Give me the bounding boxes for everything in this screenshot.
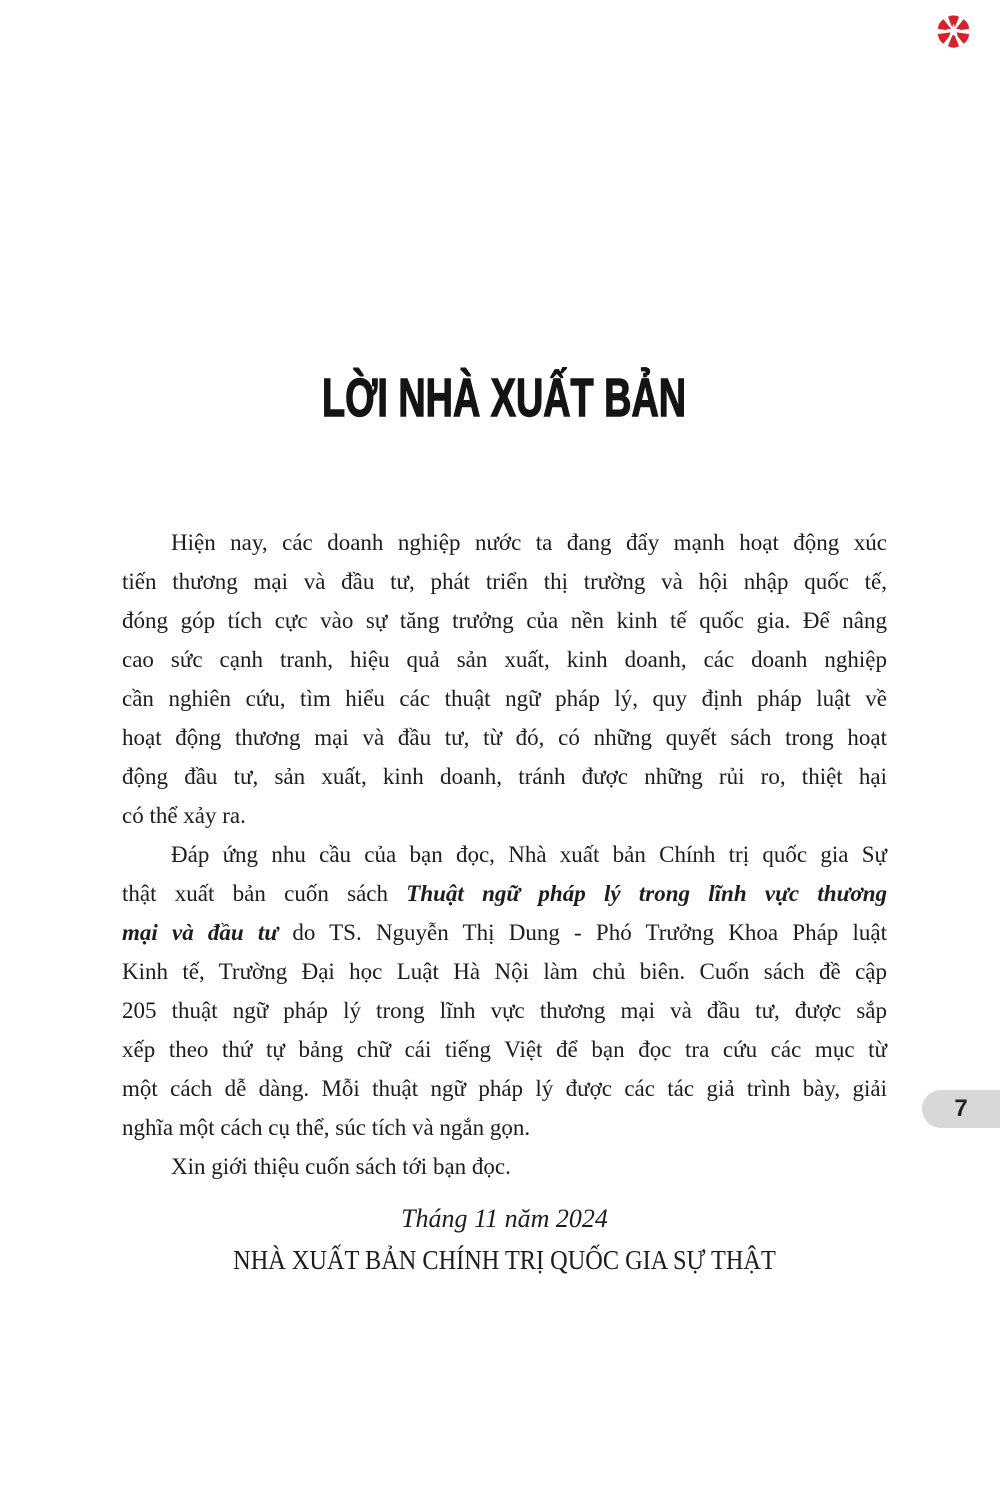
text-line: hoạt động thương mại và đầu tư, từ đó, có những quyết sách trong hoạt [122, 725, 887, 750]
publisher-name [122, 1244, 887, 1276]
page-title [122, 368, 887, 428]
text-line: Xin giới thiệu cuốn sách tới bạn đọc. [171, 1154, 511, 1179]
book-title-emphasis: mại và đầu tư [122, 920, 279, 945]
text-line: nghĩa một cách cụ thể, súc tích và ngắn gọn. [122, 1115, 531, 1140]
publisher-flower-icon [935, 13, 972, 50]
publisher-name-text: NHÀ XUẤT BẢN CHÍNH TRỊ QUỐC GIA SỰ THẬT [233, 1245, 776, 1275]
text-line: xếp theo thứ tự bảng chữ cái tiếng Việt để bạn đọc tra cứu các mục từ [122, 1037, 887, 1062]
text-run: do TS. Nguyễn Thị Dung - Phó Trưởng Khoa Pháp luật [278, 920, 888, 945]
book-title-emphasis: Thuật ngữ pháp lý trong lĩnh vực thương [406, 881, 887, 906]
text-line [122, 913, 887, 952]
text-line: Kinh tế, Trường Đại học Luật Hà Nội làm chủ biên. Cuốn sách đề cập [122, 959, 887, 984]
page-number-tab [922, 1090, 1000, 1128]
text-line: một cách dễ dàng. Mỗi thuật ngữ pháp lý được các tác giả trình bày, giải [122, 1076, 887, 1101]
text-line: đóng góp tích cực vào sự tăng trưởng của nền kinh tế quốc gia. Để nâng [122, 608, 887, 633]
text-run: thật xuất bản cuốn sách [122, 881, 407, 906]
text-line: Hiện nay, các doanh nghiệp nước ta đang đẩy mạnh hoạt động xúc [171, 530, 887, 555]
text-line: có thể xảy ra. [122, 803, 246, 828]
text-line: động đầu tư, sản xuất, kinh doanh, tránh được những rủi ro, thiệt hại [122, 764, 887, 789]
text-line: cần nghiên cứu, tìm hiểu các thuật ngữ pháp lý, quy định pháp luật về [122, 686, 887, 711]
text-line: 205 thuật ngữ pháp lý trong lĩnh vực thương mại và đầu tư, được sắp [122, 998, 887, 1023]
text-line [122, 874, 887, 913]
date-line: Tháng 11 năm 2024 [401, 1204, 608, 1233]
page-title-text: LỜI NHÀ XUẤT BẢN [322, 368, 687, 428]
text-line: Đáp ứng nhu cầu của bạn đọc, Nhà xuất bản Chính trị quốc gia Sự [171, 842, 887, 867]
page-number: 7 [954, 1095, 968, 1122]
text-line: cao sức cạnh tranh, hiệu quả sản xuất, kinh doanh, các doanh nghiệp [122, 647, 887, 672]
body-text [122, 523, 887, 1186]
text-line: tiến thương mại và đầu tư, phát triển thị trường và hội nhập quốc tế, [122, 569, 887, 594]
